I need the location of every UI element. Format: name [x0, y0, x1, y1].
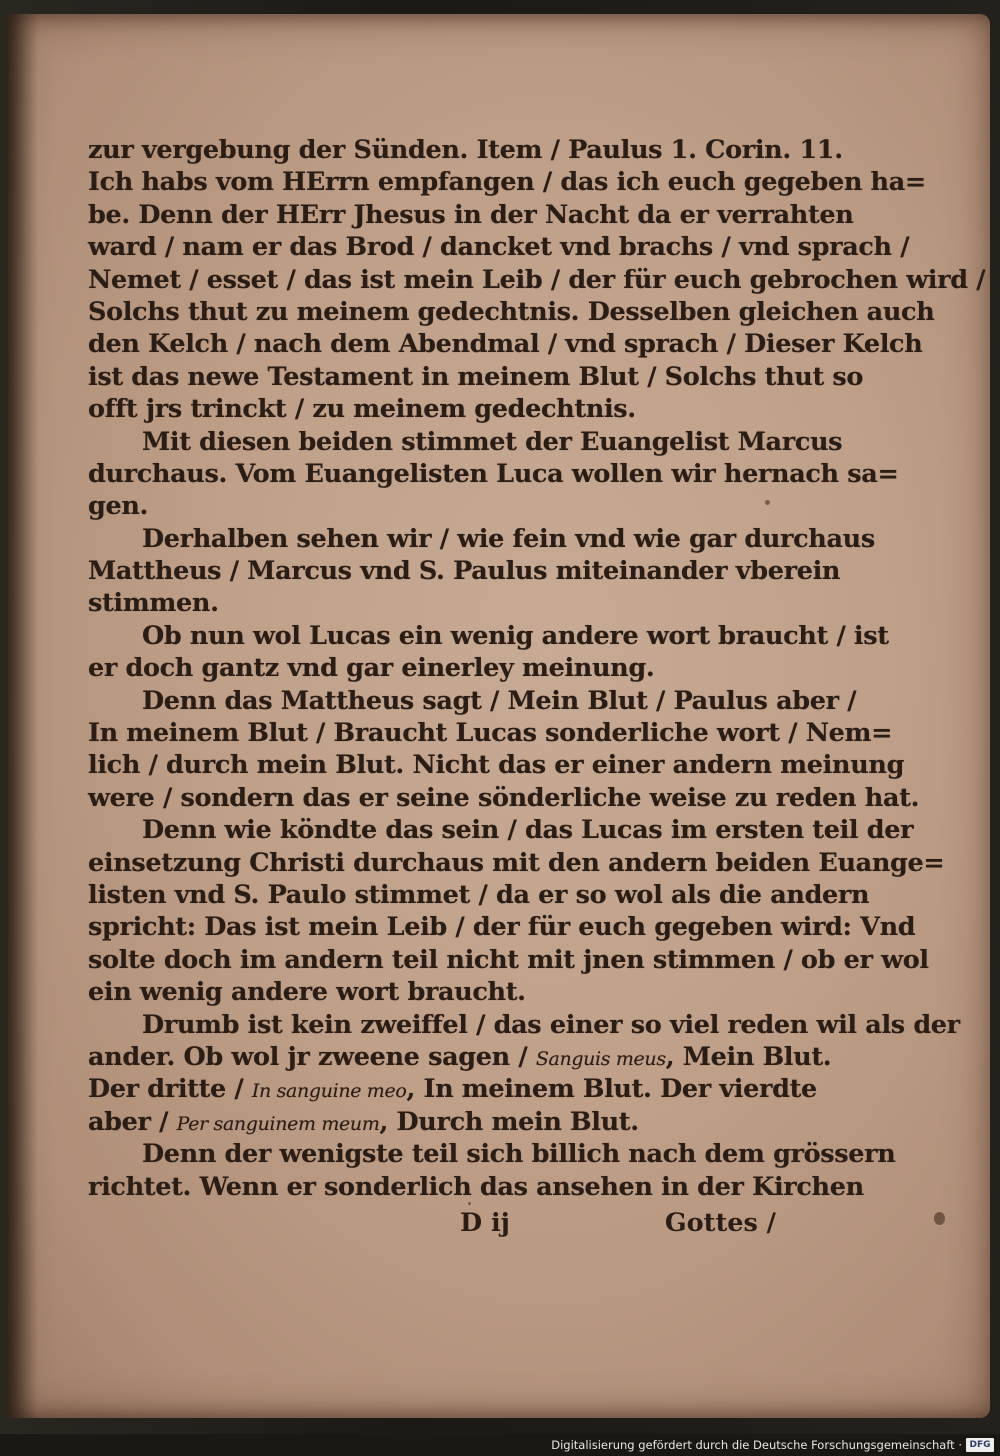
latin-phrase: Per sanguinem meum [176, 1112, 380, 1135]
latin-phrase: In sanguine meo [251, 1080, 407, 1103]
text-line: richtet. Wenn er sonderlich das ansehen in der Kirchen [88, 1171, 864, 1202]
text-line: Solchs thut zu meinem gedechtnis. Desselben gleichen auch [88, 296, 935, 327]
text-line: den Kelch / nach dem Abendmal / vnd sprach / Dieser Kelch [88, 329, 923, 360]
text-line: lich / durch mein Blut. Nicht das er einer andern meinung [88, 750, 905, 781]
catchword: Gottes / [664, 1208, 776, 1238]
stain-speck [468, 1202, 471, 1205]
page-text [88, 134, 986, 1203]
text-line: gen. [88, 491, 149, 522]
text-line: er doch gantz vnd gar einerley meinung. [88, 653, 655, 684]
footer-credit: Digitalisierung gefördert durch die Deutsche Forschungsgemeinschaft · [551, 1438, 962, 1452]
text-line: Ich habs vom HErrn empfangen / das ich euch gegeben ha= [88, 167, 926, 198]
digitization-footer [0, 1434, 1000, 1456]
text-line-mixed [88, 1041, 832, 1073]
text-line: be. Denn der HErr Jhesus in der Nacht da er verrahten [88, 199, 854, 230]
text-segment: , Mein Blut. [665, 1041, 832, 1072]
dfg-logo: DFG [966, 1438, 994, 1452]
text-line: stimmen. [88, 588, 219, 619]
text-line: ist das newe Testament in meinem Blut / Solchs thut so [88, 361, 864, 392]
text-line: Mit diesen beiden stimmet der Euangelist Marcus [142, 426, 843, 457]
text-line: ward / nam er das Brod / dancket vnd brachs / vnd sprach / [88, 232, 910, 263]
text-segment: , In meinem Blut. Der vierdte [406, 1074, 817, 1105]
text-line-mixed [88, 1073, 817, 1105]
text-line-mixed [88, 1106, 788, 1138]
stain-speck [765, 500, 770, 505]
text-segment: aber / [88, 1106, 177, 1137]
text-line: listen vnd S. Paulo stimmet / da er so wol als die andern [88, 879, 870, 910]
text-line: solte doch im andern teil nicht mit jnen stimmen / ob er wol [88, 944, 929, 975]
text-line: In meinem Blut / Braucht Lucas sonderliche wort / Nem= [88, 718, 893, 749]
page-footer-line [88, 1208, 788, 1244]
text-segment: ander. Ob wol jr zweene sagen / [88, 1041, 536, 1072]
signature-mark: D ij [460, 1208, 510, 1238]
text-line: ein wenig andere wort braucht. [88, 977, 526, 1008]
text-line: Denn wie köndte das sein / das Lucas im ersten teil der [142, 815, 914, 846]
stain-speck [934, 1212, 945, 1225]
book-page [8, 14, 990, 1418]
text-segment: , Durch mein Blut. [379, 1106, 639, 1137]
text-line: einsetzung Christi durchaus mit den andern beiden Euange= [88, 847, 945, 878]
text-line: were / sondern das er seine sönderliche weise zu reden hat. [88, 782, 920, 813]
text-line: Ob nun wol Lucas ein wenig andere wort braucht / ist [142, 620, 889, 651]
text-line: durchaus. Vom Euangelisten Luca wollen wir hernach sa= [88, 458, 899, 489]
text-line: Denn der wenigste teil sich billich nach dem grössern [142, 1139, 896, 1170]
text-line: Denn das Mattheus sagt / Mein Blut / Paulus aber / [142, 685, 857, 716]
text-line: Mattheus / Marcus vnd S. Paulus miteinander vberein [88, 556, 841, 587]
text-line: Drumb ist kein zweiffel / das einer so viel reden wil als der [142, 1009, 960, 1040]
text-line: Nemet / esset / das ist mein Leib / der für euch gebrochen wird / [88, 264, 986, 295]
text-line: zur vergebung der Sünden. Item / Paulus 1. Corin. 11. [88, 135, 843, 165]
text-line: offt jrs trinckt / zu meinem gedechtnis. [88, 394, 636, 425]
text-line: Derhalben sehen wir / wie fein vnd wie gar durchaus [142, 523, 875, 554]
latin-phrase: Sanguis meus [535, 1047, 666, 1070]
text-segment: Der dritte / [88, 1074, 252, 1105]
text-line: spricht: Das ist mein Leib / der für euch gegeben wird: Vnd [88, 912, 916, 943]
